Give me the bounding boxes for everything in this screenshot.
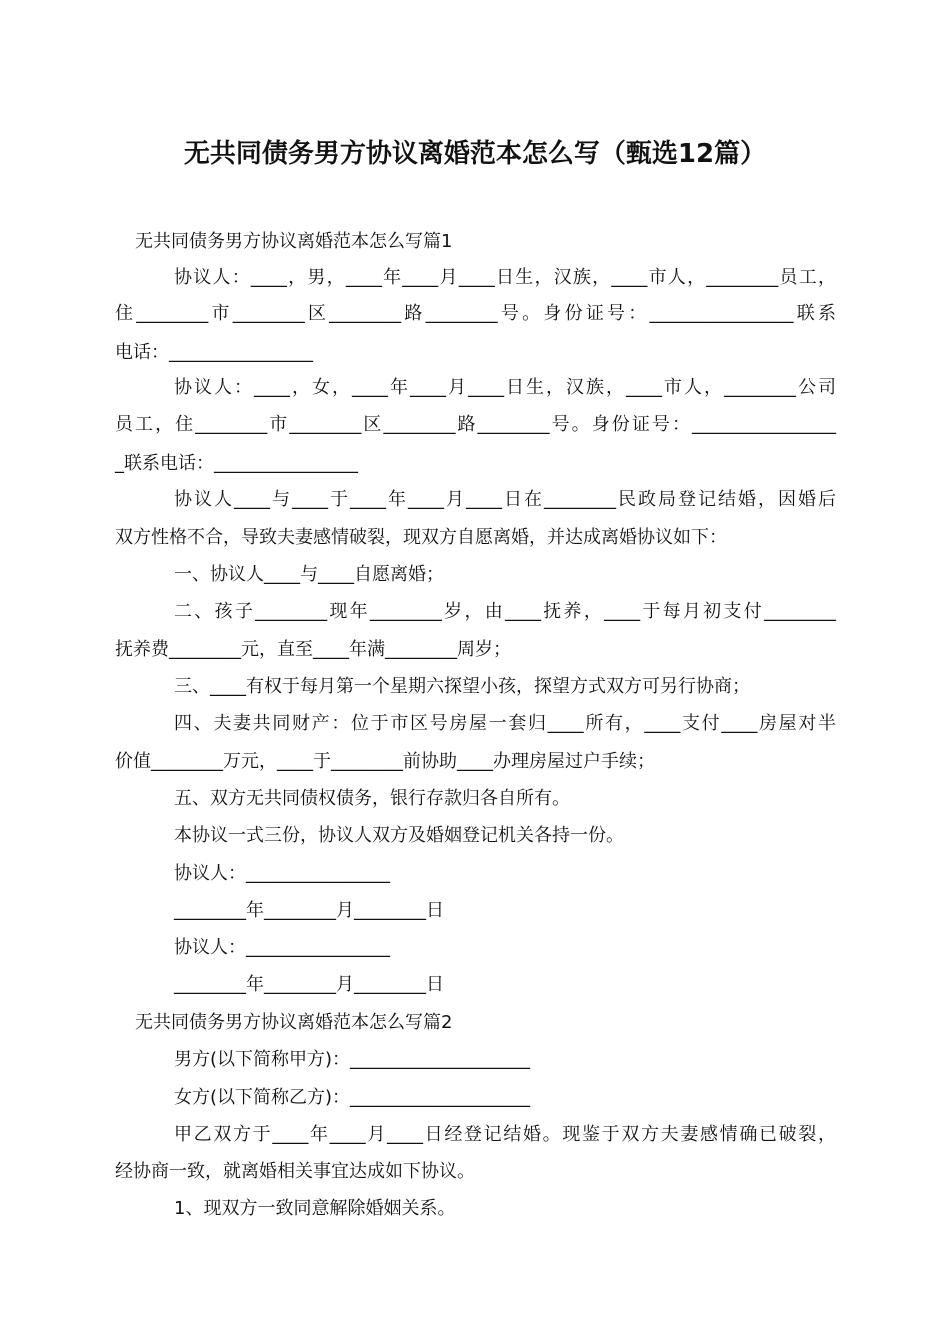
party-line: 女方(以下简称乙方)：____________________ [174,1087,531,1108]
paragraph-line: 经协商一致，就离婚相关事宜达成如下协议。 [115,1161,475,1182]
section-heading-1: 无共同债务男方协议离婚范本怎么写篇1 [135,231,453,252]
clause-2: 二、孩子________现年________岁，由____抚养，____于每月初支付________ [174,601,836,622]
clause-5: 五、双方无共同债权债务，银行存款归各自所有。 [174,788,570,809]
paragraph-line: 协议人：____，女，____年____月____日生，汉族，____市人，________公司 [174,377,836,398]
paragraph-line: 员工，住________市________区________路________号。身份证号：________________ [115,414,836,435]
signature-line: 协议人：________________ [174,863,390,884]
signature-line: 协议人：________________ [174,937,390,958]
paragraph-line: 住________市________区________路________号。身份证号：________________联系 [115,303,836,324]
paragraph-line: 双方性格不合，导致夫妻感情破裂，现双方自愿离婚，并达成离婚协议如下： [115,527,727,548]
section-heading-2: 无共同债务男方协议离婚范本怎么写篇2 [135,1012,453,1033]
date-line: ________年________月________日 [174,900,444,921]
paragraph-line: _联系电话：________________ [115,453,358,474]
paragraph-line: 价值________万元，____于________前协助____办理房屋过户手续； [115,751,655,772]
paragraph-line: 本协议一式三份，协议人双方及婚姻登记机关各持一份。 [174,825,624,846]
clause-item: 1、现双方一致同意解除婚姻关系。 [174,1198,456,1219]
paragraph-line: 电话：________________ [115,342,313,363]
paragraph-line: 协议人____与____于____年____月____日在________民政局登记结婚，因婚后 [174,489,836,510]
clause-1: 一、协议人____与____自愿离婚； [174,564,444,585]
paragraph-line: 协议人：____，男，____年____月____日生，汉族，____市人，________员工， [174,267,836,288]
party-line: 男方(以下简称甲方)：____________________ [174,1049,531,1070]
clause-3: 三、____有权于每月第一个星期六探望小孩，探望方式双方可另行协商； [174,676,750,697]
date-line: ________年________月________日 [174,974,444,995]
clause-4: 四、夫妻共同财产：位于市区号房屋一套归____所有，____支付____房屋对半 [174,713,836,734]
paragraph-line: 抚养费________元，直至____年满________周岁； [115,639,511,660]
document-title: 无共同债务男方协议离婚范本怎么写（甄选12篇） [183,139,767,169]
paragraph-line: 甲乙双方于____年____月____日经登记结婚。现鉴于双方夫妻感情确已破裂， [174,1124,836,1145]
